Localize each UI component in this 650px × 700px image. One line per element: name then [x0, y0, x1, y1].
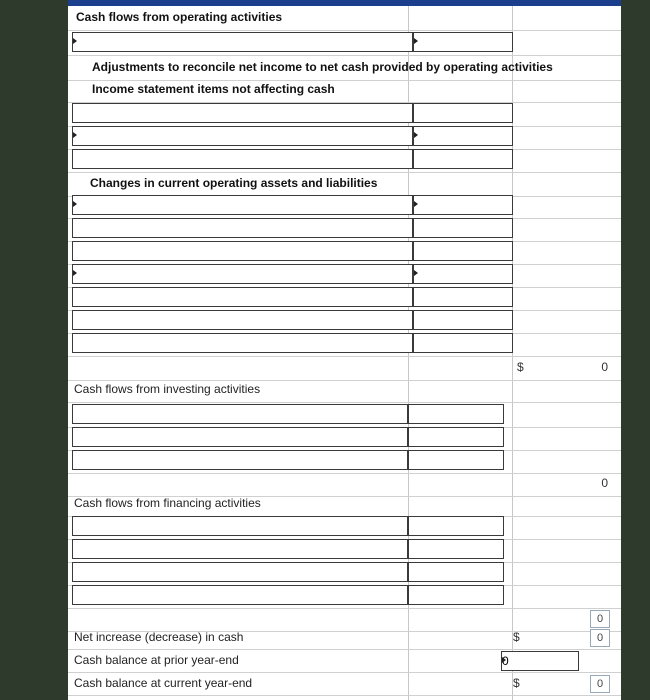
financing-label-input[interactable]: [72, 562, 408, 582]
change-label-input[interactable]: [72, 333, 413, 353]
dropdown-arrow-icon[interactable]: [73, 38, 77, 44]
adjustment-amount-input[interactable]: [413, 103, 513, 123]
current-balance-value: 0: [590, 675, 610, 693]
investing-label-input[interactable]: [72, 450, 408, 470]
dropdown-arrow-icon[interactable]: [73, 270, 77, 276]
dropdown-arrow-icon[interactable]: [73, 201, 77, 207]
net-increase-label: Net increase (decrease) in cash: [74, 630, 244, 644]
change-label-input[interactable]: [72, 310, 413, 330]
adjustment-label-input[interactable]: [72, 103, 413, 123]
financing-amount-input[interactable]: [408, 539, 504, 559]
table-row: [68, 148, 621, 173]
investing-amount-input[interactable]: [408, 404, 504, 424]
financing-label-input[interactable]: [72, 539, 408, 559]
adjustment-label-input[interactable]: [72, 126, 413, 146]
prior-balance-input[interactable]: [501, 651, 579, 671]
row-income-items-heading: [68, 78, 621, 103]
current-balance-label: Cash balance at current year-end: [74, 676, 253, 690]
income-items-heading: Income statement items not affecting cash: [92, 82, 335, 96]
change-label-input[interactable]: [72, 287, 413, 307]
cash-flow-worksheet: [68, 0, 621, 700]
net-income-amount-input[interactable]: [413, 32, 513, 52]
adjustment-amount-input[interactable]: [413, 126, 513, 146]
table-row: [68, 240, 621, 265]
dropdown-arrow-icon[interactable]: [414, 38, 418, 44]
adjustments-heading: Adjustments to reconcile net income to net cash provided by operating activities: [92, 60, 553, 74]
table-row: [68, 309, 621, 334]
change-amount-input[interactable]: [413, 333, 513, 353]
financing-amount-input[interactable]: [408, 516, 504, 536]
row-current-balance: [68, 673, 621, 696]
table-row: [68, 538, 621, 563]
table-row: [68, 263, 621, 288]
change-label-input[interactable]: [72, 218, 413, 238]
table-row: [68, 332, 621, 357]
table-row: [68, 217, 621, 242]
table-row: [68, 515, 621, 540]
row-net-income: [68, 31, 621, 56]
adjustment-amount-input[interactable]: [413, 149, 513, 169]
table-row: [68, 584, 621, 609]
financing-total-value: 0: [590, 610, 610, 628]
change-amount-input[interactable]: [413, 264, 513, 284]
row-prior-balance: [68, 650, 621, 673]
financing-amount-input[interactable]: [408, 562, 504, 582]
change-label-input[interactable]: [72, 241, 413, 261]
currency-symbol: $: [513, 676, 520, 690]
currency-symbol: $: [513, 630, 520, 644]
row-investing-header: [68, 378, 621, 403]
investing-amount-input[interactable]: [408, 427, 504, 447]
net-income-label-input[interactable]: [72, 32, 413, 52]
table-row: [68, 286, 621, 311]
change-amount-input[interactable]: [413, 310, 513, 330]
operating-total-value: 0: [601, 360, 608, 374]
table-row: [68, 426, 621, 451]
change-amount-input[interactable]: [413, 287, 513, 307]
financing-amount-input[interactable]: [408, 585, 504, 605]
currency-symbol: $: [517, 360, 524, 374]
dropdown-arrow-icon[interactable]: [414, 270, 418, 276]
table-row: [68, 561, 621, 586]
table-row: [68, 449, 621, 474]
investing-total-value: 0: [601, 476, 608, 490]
financing-label-input[interactable]: [72, 585, 408, 605]
table-row: [68, 194, 621, 219]
row-financing-header: [68, 492, 621, 517]
section-heading-operating: Cash flows from operating activities: [76, 10, 283, 24]
section-heading-financing: Cash flows from financing activities: [74, 496, 261, 510]
row-operating-header: [68, 6, 621, 31]
investing-label-input[interactable]: [72, 427, 408, 447]
change-amount-input[interactable]: [413, 218, 513, 238]
section-heading-investing: Cash flows from investing activities: [74, 382, 261, 396]
dropdown-arrow-icon[interactable]: [502, 657, 506, 663]
table-row: [68, 125, 621, 150]
table-row: [68, 102, 621, 127]
adjustment-label-input[interactable]: [72, 149, 413, 169]
investing-amount-input[interactable]: [408, 450, 504, 470]
financing-label-input[interactable]: [72, 516, 408, 536]
net-increase-value: 0: [590, 629, 610, 647]
prior-balance-label: Cash balance at prior year-end: [74, 653, 239, 667]
changes-heading: Changes in current operating assets and liabilities: [90, 176, 378, 190]
change-label-input[interactable]: [72, 195, 413, 215]
table-row: [68, 403, 621, 428]
change-amount-input[interactable]: [413, 195, 513, 215]
dropdown-arrow-icon[interactable]: [414, 132, 418, 138]
row-net-increase: [68, 627, 621, 650]
dropdown-arrow-icon[interactable]: [414, 201, 418, 207]
change-label-input[interactable]: [72, 264, 413, 284]
dropdown-arrow-icon[interactable]: [73, 132, 77, 138]
investing-label-input[interactable]: [72, 404, 408, 424]
change-amount-input[interactable]: [413, 241, 513, 261]
